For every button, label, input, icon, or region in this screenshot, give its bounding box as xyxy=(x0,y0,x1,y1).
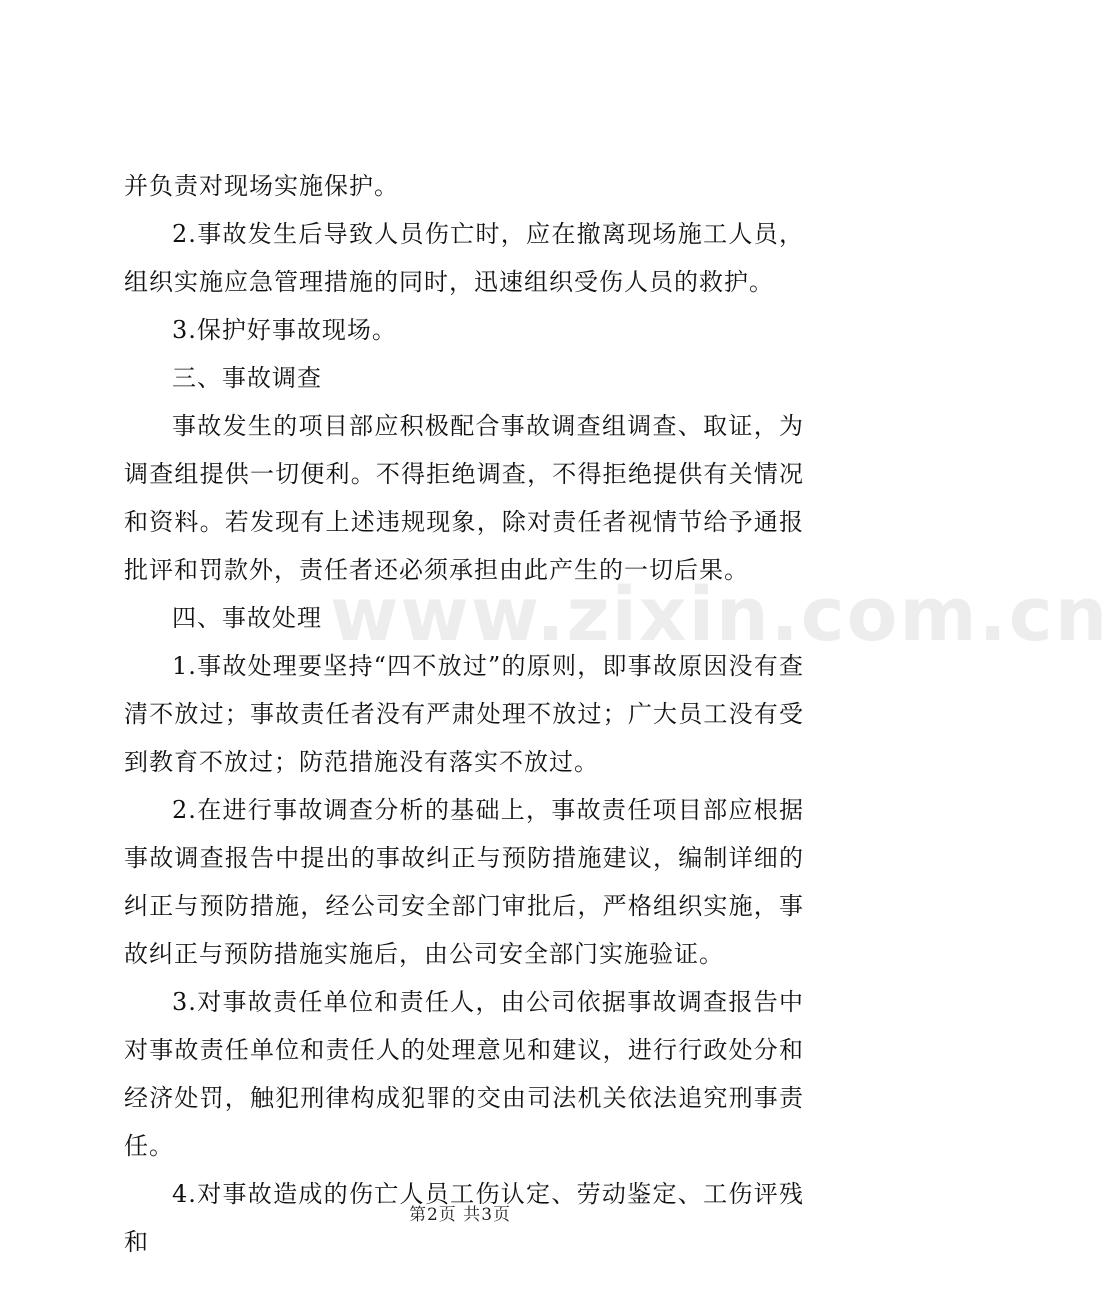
paragraph-5: 事故发生的项目部应积极配合事故调查组调查、取证，为调查组提供一切便利。不得拒绝调查，不得拒绝提供有关情况和资料。若发现有上述违规现象，除对责任者视情节给予通报批评和罚款外，责任者还必须承担由此产生的一切后果。 xyxy=(124,412,804,584)
section-heading-handling: 四、事故处理 xyxy=(172,604,322,632)
paragraph-1: 并负责对现场实施保护。 xyxy=(124,172,399,200)
paragraph-9: 3.对事故责任单位和责任人，由公司依据事故调查报告中对事故责任单位和责任人的处理意见和建议，进行行政处分和经济处罚，触犯刑律构成犯罪的交由司法机关依法追究刑事责任。 xyxy=(124,988,804,1160)
paragraph-10: 4.对事故造成的伤亡人员工伤认定、劳动鉴定、工伤评残和 xyxy=(124,1180,804,1256)
paragraph-8: 2.在进行事故调查分析的基础上，事故责任项目部应根据事故调查报告中提出的事故纠正与预防措施建议，编制详细的纠正与预防措施，经公司安全部门审批后，严格组织实施，事故纠正与预防措施实施后，由公司安全部门实施验证。 xyxy=(124,796,804,968)
page-footer: 第2页 共3页 xyxy=(408,1205,512,1225)
watermark: www.zixin.com.cn xyxy=(330,572,1109,658)
section-heading-investigation: 三、事故调查 xyxy=(172,364,322,392)
document-body xyxy=(124,162,804,1266)
paragraph-2: 2.事故发生后导致人员伤亡时，应在撤离现场施工人员，组织实施应急管理措施的同时，迅速组织受伤人员的救护。 xyxy=(124,220,804,296)
paragraph-7: 1.事故处理要坚持“四不放过”的原则，即事故原因没有查清不放过；事故责任者没有严肃处理不放过；广大员工没有受到教育不放过；防范措施没有落实不放过。 xyxy=(124,652,804,776)
paragraph-3: 3.保护好事故现场。 xyxy=(172,316,397,344)
